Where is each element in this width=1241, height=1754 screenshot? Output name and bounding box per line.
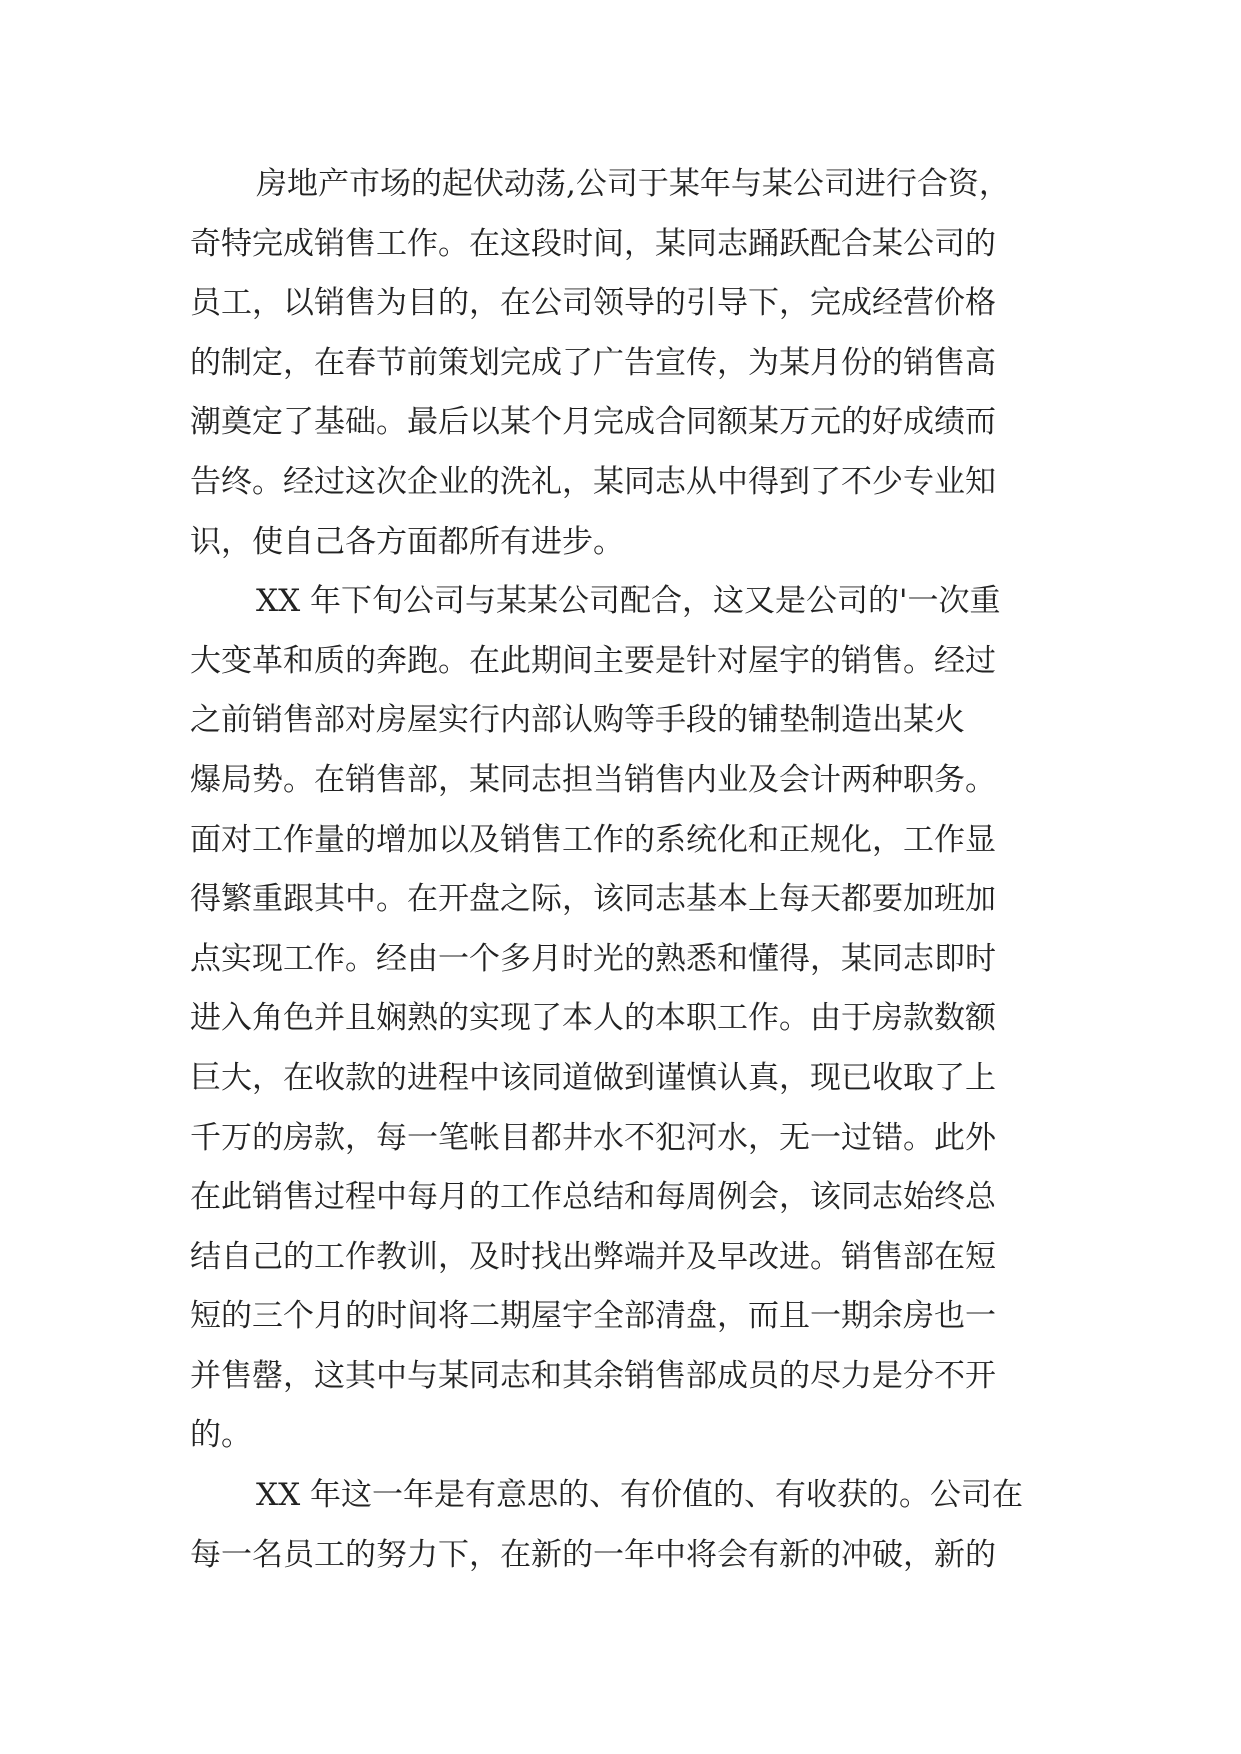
text-line: 并售罄，这其中与某同志和其余销售部成员的尽力是分不开	[190, 1357, 996, 1394]
text-line: 爆局势。在销售部，某同志担当销售内业及会计两种职务。	[190, 761, 996, 798]
text-line: 之前销售部对房屋实行内部认购等手段的铺垫制造出某火	[190, 702, 965, 739]
text-line: 进入角色并且娴熟的实现了本人的本职工作。由于房款数额	[190, 1000, 996, 1037]
text-line: 奇特完成销售工作。在这段时间，某同志踊跃配合某公司的	[190, 225, 996, 262]
text-line: 每一名员工的努力下，在新的一年中将会有新的冲破，新的	[190, 1536, 996, 1573]
text-line: 潮奠定了基础。最后以某个月完成合同额某万元的好成绩而	[190, 404, 996, 441]
text-line: 告终。经过这次企业的洗礼，某同志从中得到了不少专业知	[190, 463, 996, 500]
text-line: XX 年这一年是有意思的、有价值的、有收获的。公司在	[256, 1477, 1023, 1514]
text-line: 房地产市场的起伏动荡,公司于某年与某公司进行合资，	[256, 166, 1010, 202]
text-line: 识，使自己各方面都所有进步。	[190, 523, 624, 560]
text-line: 结自己的工作教训，及时找出弊端并及早改进。销售部在短	[190, 1238, 996, 1275]
document-body	[190, 155, 1080, 1585]
text-line: 巨大，在收款的进程中该同道做到谨慎认真，现已收取了上	[190, 1059, 996, 1096]
text-line: 员工，以销售为目的，在公司领导的引导下，完成经营价格	[190, 285, 996, 322]
text-line: 的。	[190, 1417, 252, 1454]
text-line: 面对工作量的增加以及销售工作的系统化和正规化，工作显	[190, 821, 996, 858]
paragraph-3	[190, 1466, 1080, 1585]
text-line: 在此销售过程中每月的工作总结和每周例会，该同志始终总	[190, 1179, 996, 1216]
text-line: 短的三个月的时间将二期屋宇全部清盘，而且一期余房也一	[190, 1298, 996, 1335]
text-line: 大变革和质的奔跑。在此期间主要是针对屋宇的销售。经过	[190, 642, 996, 679]
paragraph-1	[190, 155, 1080, 572]
paragraph-2	[190, 572, 1080, 1466]
text-line: 的制定，在春节前策划完成了广告宣传，为某月份的销售高	[190, 344, 996, 381]
text-line: XX 年下旬公司与某某公司配合，这又是公司的'一次重	[256, 583, 1001, 620]
text-line: 点实现工作。经由一个多月时光的熟悉和懂得，某同志即时	[190, 940, 996, 977]
text-line: 得繁重跟其中。在开盘之际，该同志基本上每天都要加班加	[190, 881, 996, 918]
text-line: 千万的房款，每一笔帐目都井水不犯河水，无一过错。此外	[190, 1119, 996, 1156]
